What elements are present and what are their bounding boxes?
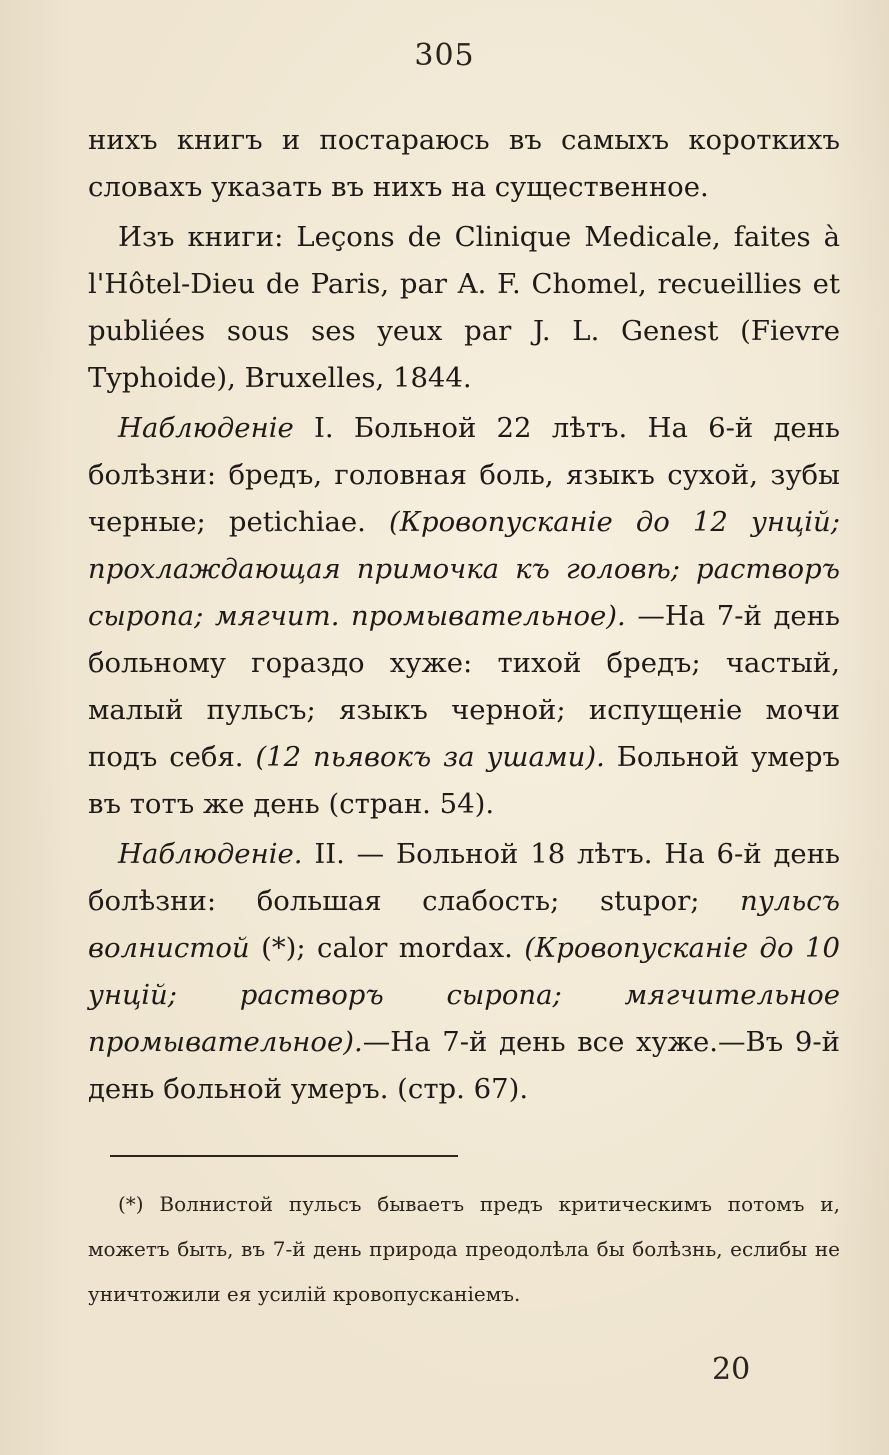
signature-mark: 20 <box>712 1352 751 1387</box>
paragraph-observation-2 <box>88 831 840 1113</box>
observation-1-label: Наблюденіе <box>118 412 294 444</box>
observation-1-text-3: Больной умеръ въ тотъ же день (стран. 54). <box>88 741 840 820</box>
paragraph-bibliographic-source: Изъ книги: Leçons de Clinique Medicale, faites à l'Hôtel-Dieu de Paris, par A. F. Chomel, recueillies et publiées sous ses yeux par J. L. Genest (Fievre Typhoide), Bruxelles, 1844. <box>88 221 840 394</box>
observation-1-text-2: —На 7-й день больному гораздо хуже: тихой бредъ; частый, малый пульсъ; языкъ черной; испущеніе мочи подъ себя. <box>88 600 840 773</box>
body-text <box>88 117 840 1113</box>
observation-1-treatment-1: (Кровопусканіе до 12 унцій; прохлаждающая примочка къ головѣ; растворъ сыропа; мягчит. промывательное). <box>88 506 841 632</box>
footnote-divider <box>110 1155 458 1157</box>
observation-2-label: Наблюденіе. <box>118 838 303 870</box>
observation-2-text-3: —На 7-й день все хуже.—Въ 9-й день больной умеръ. (стр. 67). <box>88 1026 840 1105</box>
paragraph-continuation: нихъ книгъ и постараюсь въ самыхъ короткихъ словахъ указать въ нихъ на существенное. <box>88 124 840 203</box>
observation-1-text-1: I. Больной 22 лѣтъ. На 6-й день болѣзни: бредъ, головная боль, языкъ сухой, зубы черные; petichiae. <box>88 412 840 538</box>
observation-1-treatment-2: (12 пьявокъ за ушами). <box>255 741 605 773</box>
observation-2-text-2: (*); calor mordax. <box>249 932 525 964</box>
footnote: (*) Волнистой пульсъ бываетъ предъ критическимъ потомъ и, можетъ быть, въ 7-й день природа преодолѣла бы болѣзнь, еслибы не уничтожили ея усилій кровопусканіемъ. <box>88 1192 840 1306</box>
paragraph-observation-1 <box>88 405 840 828</box>
page-number: 305 <box>414 38 475 73</box>
observation-2-text-1: II. — Больной 18 лѣтъ. На 6-й день болѣзни: большая слабость; stupor; <box>88 838 840 917</box>
observation-2-treatment: (Кровопусканіе до 10 унцій; растворъ сыропа; мягчительное промывательное). <box>88 932 840 1058</box>
observation-2-pulse: пульсъ волнистой <box>88 885 840 964</box>
